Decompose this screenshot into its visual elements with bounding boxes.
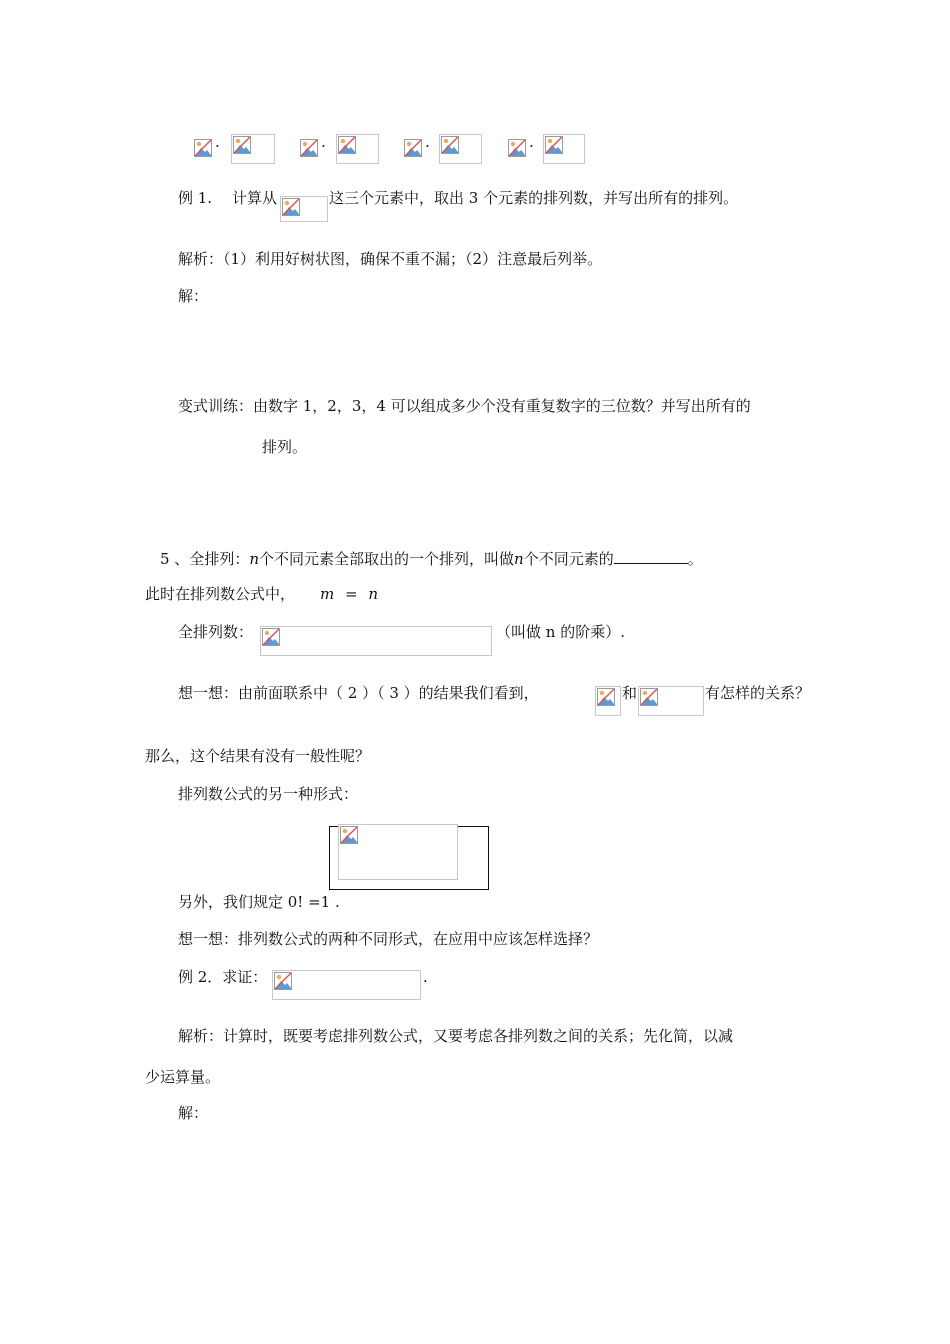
example-1-text: 这三个元素中，取出 3 个元素的排列数，并写出所有的排列。 bbox=[329, 189, 739, 207]
formula-m-equals-n bbox=[320, 584, 378, 604]
var-m: m bbox=[320, 585, 335, 603]
other-form-label: 排列数公式的另一种形式： bbox=[178, 785, 359, 803]
image-placeholder bbox=[231, 134, 275, 164]
image-placeholder bbox=[595, 686, 621, 716]
broken-image-icon bbox=[262, 628, 280, 646]
image-placeholder bbox=[507, 138, 529, 160]
image-placeholder bbox=[193, 138, 215, 160]
broken-image-icon bbox=[508, 139, 526, 157]
broken-image-icon bbox=[233, 136, 251, 154]
section-5-definition bbox=[160, 549, 703, 569]
text-run: 个不同元素全部取出的一个排列，叫做 bbox=[259, 550, 515, 568]
formula-intro: 此时在排列数公式中， bbox=[145, 585, 296, 603]
example-1-label: 例 1. bbox=[178, 189, 213, 207]
solution-1-label: 解： bbox=[178, 287, 209, 305]
think-1-and: 和 bbox=[622, 684, 638, 702]
broken-image-icon bbox=[338, 136, 356, 154]
example-2-period: . bbox=[423, 968, 428, 986]
text-run: 全排列： bbox=[189, 550, 250, 568]
var-n: n bbox=[249, 550, 259, 568]
image-placeholder bbox=[299, 138, 321, 160]
image-placeholder bbox=[338, 824, 458, 880]
text-run: 个不同元素的 bbox=[523, 550, 614, 568]
broken-image-icon bbox=[597, 688, 615, 706]
image-placeholder bbox=[403, 138, 425, 160]
image-placeholder bbox=[543, 134, 585, 164]
think-2-text: 想一想：排列数公式的两种不同形式，在应用中应该怎样选择？ bbox=[178, 930, 599, 948]
image-placeholder bbox=[439, 134, 482, 164]
factorial-note: （叫做 n 的阶乘）. bbox=[496, 623, 625, 641]
broken-image-icon bbox=[545, 136, 563, 154]
broken-image-icon bbox=[300, 139, 318, 157]
analysis-2-line-2: 少运算量。 bbox=[145, 1068, 221, 1086]
general-question: 那么，这个结果有没有一般性呢？ bbox=[145, 747, 371, 765]
analysis-2-line-1: 解析：计算时，既要考虑排列数公式，又要考虑各排列数之间的关系；先化简，以减 bbox=[178, 1027, 734, 1045]
text-run: 。 bbox=[687, 550, 703, 568]
example-2-label: 例 2．求证： bbox=[178, 968, 268, 986]
analysis-1: 解析：（1）利用好树状图，确保不重不漏；（2）注意最后列举。 bbox=[178, 250, 603, 268]
broken-image-icon bbox=[274, 972, 292, 990]
var-n: n bbox=[368, 585, 379, 603]
zero-factorial-rule: 另外，我们规定 0! =1 . bbox=[178, 893, 340, 911]
dot: · bbox=[321, 137, 326, 155]
image-placeholder bbox=[336, 134, 379, 164]
dot: · bbox=[215, 137, 220, 155]
full-permutation-label: 全排列数： bbox=[178, 623, 254, 641]
variant-training-line-2: 排列。 bbox=[262, 438, 308, 456]
equals-sign: = bbox=[345, 585, 358, 603]
image-placeholder bbox=[638, 686, 704, 716]
broken-image-icon bbox=[194, 139, 212, 157]
dot: · bbox=[529, 137, 534, 155]
broken-image-icon bbox=[441, 136, 459, 154]
solution-2-label: 解： bbox=[178, 1104, 209, 1122]
example-1-text: 计算从 bbox=[232, 189, 278, 207]
image-placeholder bbox=[260, 626, 492, 656]
broken-image-icon bbox=[282, 198, 300, 216]
fill-in-blank bbox=[614, 549, 688, 564]
think-1-question: 有怎样的关系？ bbox=[705, 684, 811, 702]
image-placeholder bbox=[272, 970, 421, 1000]
broken-image-icon bbox=[340, 826, 358, 844]
broken-image-icon bbox=[404, 139, 422, 157]
section-number: 5 、 bbox=[160, 550, 190, 568]
variant-training-line-1: 变式训练：由数字 1，2，3，4 可以组成多少个没有重复数字的三位数？并写出所有的 bbox=[178, 397, 751, 415]
broken-image-icon bbox=[640, 688, 658, 706]
dot: · bbox=[425, 137, 430, 155]
think-1-text: 想一想：由前面联系中（ 2 ）（ 3 ）的结果我们看到， bbox=[178, 684, 539, 702]
image-placeholder bbox=[280, 196, 328, 222]
var-n: n bbox=[514, 550, 524, 568]
